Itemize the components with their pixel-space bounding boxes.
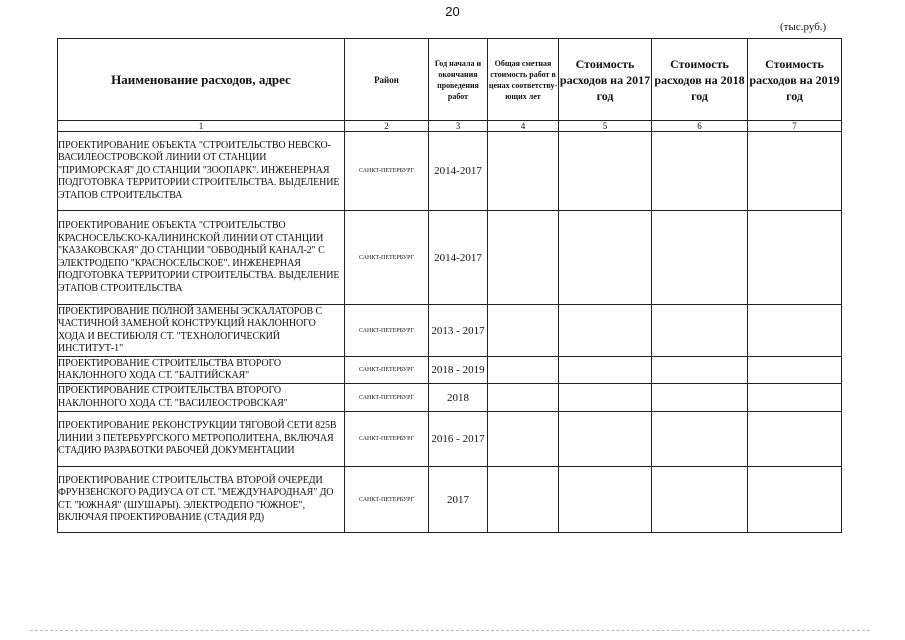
table-row [58, 211, 842, 305]
row-name: ПРОЕКТИРОВАНИЕ РЕКОНСТРУКЦИИ ТЯГОВОЙ СЕТИ 825В ЛИНИИ 3 ПЕТЕРБУРГСКОГО МЕТРОПОЛИТЕНА, ВКЛЮЧАЯ СТАДИЮ РАЗРАБОТКИ РАБОЧЕЙ ДОКУМЕНТАЦИИ [58, 412, 345, 467]
row-estimate [488, 467, 559, 533]
row-name: ПРОЕКТИРОВАНИЕ ПОЛНОЙ ЗАМЕНЫ ЭСКАЛАТОРОВ С ЧАСТИЧНОЙ ЗАМЕНОЙ КОНСТРУКЦИЙ НАКЛОННОГО ХОДА И ВЕСТИБЮЛЯ СТ. "ТЕХНОЛОГИЧЕСКИЙ ИНСТИТУТ-1" [58, 305, 345, 357]
expenses-table [57, 38, 842, 533]
row-name: ПРОЕКТИРОВАНИЕ СТРОИТЕЛЬСТВА ВТОРОГО НАКЛОННОГО ХОДА СТ. "ВАСИЛЕОСТРОВСКАЯ" [58, 384, 345, 412]
row-name: ПРОЕКТИРОВАНИЕ ОБЪЕКТА "СТРОИТЕЛЬСТВО КРАСНОСЕЛЬСКО-КАЛИНИНСКОЙ ЛИНИИ ОТ СТАНЦИИ "КАЗАКОВСКАЯ" ДО СТАНЦИИ "ОБВОДНЫЙ КАНАЛ-2" С ЭЛЕКТРОДЕПО "КРАСНОСЕЛЬСКОЕ". ИНЖЕНЕРНАЯ ПОДГОТОВКА ТЕРРИТОРИИ СТРОИТЕЛЬСТВА. ВЫДЕЛЕНИЕ ЭТАПОВ СТРОИТЕЛЬСТВА [58, 211, 345, 305]
row-cost-2018 [652, 132, 748, 211]
row-region: САНКТ-ПЕТЕРБУРГ [345, 132, 429, 211]
row-cost-2018 [652, 211, 748, 305]
row-region: САНКТ-ПЕТЕРБУРГ [345, 467, 429, 533]
row-cost-2018 [652, 412, 748, 467]
header-cost-2018: Стоимость расходов на 2018 год [652, 39, 748, 121]
units-label: (тыс.руб.) [780, 21, 827, 33]
column-number: 7 [748, 121, 842, 132]
table-row [58, 305, 842, 357]
column-number: 1 [58, 121, 345, 132]
row-estimate [488, 412, 559, 467]
row-years: 2014-2017 [429, 132, 488, 211]
row-cost-2018 [652, 384, 748, 412]
row-cost-2017 [559, 211, 652, 305]
row-years: 2016 - 2017 [429, 412, 488, 467]
header-cost-2019: Стоимость расходов на 2019 год [748, 39, 842, 121]
row-cost-2017 [559, 132, 652, 211]
row-estimate [488, 384, 559, 412]
row-estimate [488, 132, 559, 211]
row-cost-2019 [748, 132, 842, 211]
row-region: САНКТ-ПЕТЕРБУРГ [345, 412, 429, 467]
page-number: 20 [445, 4, 460, 19]
row-cost-2019 [748, 357, 842, 384]
header-estimate: Общая сметная стоимость работ в ценах соответству-ющих лет [488, 39, 559, 121]
table-row [58, 384, 842, 412]
row-years: 2013 - 2017 [429, 305, 488, 357]
row-estimate [488, 357, 559, 384]
row-cost-2019 [748, 467, 842, 533]
row-name: ПРОЕКТИРОВАНИЕ СТРОИТЕЛЬСТВА ВТОРОГО НАКЛОННОГО ХОДА СТ. "БАЛТИЙСКАЯ" [58, 357, 345, 384]
table-row [58, 412, 842, 467]
row-cost-2019 [748, 211, 842, 305]
row-cost-2017 [559, 357, 652, 384]
row-cost-2018 [652, 305, 748, 357]
header-cost-2017: Стоимость расходов на 2017 год [559, 39, 652, 121]
row-cost-2017 [559, 384, 652, 412]
column-number: 4 [488, 121, 559, 132]
column-number: 6 [652, 121, 748, 132]
row-years: 2018 - 2019 [429, 357, 488, 384]
row-cost-2019 [748, 305, 842, 357]
row-cost-2019 [748, 384, 842, 412]
row-estimate [488, 305, 559, 357]
column-number: 2 [345, 121, 429, 132]
row-estimate [488, 211, 559, 305]
table-row [58, 132, 842, 211]
row-cost-2018 [652, 357, 748, 384]
table-row [58, 467, 842, 533]
row-years: 2018 [429, 384, 488, 412]
header-row [58, 39, 842, 121]
column-number: 5 [559, 121, 652, 132]
row-years: 2017 [429, 467, 488, 533]
row-cost-2018 [652, 467, 748, 533]
row-region: САНКТ-ПЕТЕРБУРГ [345, 384, 429, 412]
row-cost-2019 [748, 412, 842, 467]
header-name: Наименование расходов, адрес [58, 39, 345, 121]
row-region: САНКТ-ПЕТЕРБУРГ [345, 211, 429, 305]
scan-footer-line [30, 630, 870, 631]
row-years: 2014-2017 [429, 211, 488, 305]
row-cost-2017 [559, 467, 652, 533]
table-row [58, 357, 842, 384]
row-region: САНКТ-ПЕТЕРБУРГ [345, 357, 429, 384]
row-name: ПРОЕКТИРОВАНИЕ ОБЪЕКТА "СТРОИТЕЛЬСТВО НЕВСКО-ВАСИЛЕОСТРОВСКОЙ ЛИНИИ ОТ СТАНЦИИ "ПРИМОРСКАЯ" ДО СТАНЦИИ "ЗООПАРК". ИНЖЕНЕРНАЯ ПОДГОТОВКА ТЕРРИТОРИИ СТРОИТЕЛЬСТВА. ВЫДЕЛЕНИЕ ЭТАПОВ СТРОИТЕЛЬСТВА [58, 132, 345, 211]
column-number-row [58, 121, 842, 132]
header-region: Район [345, 39, 429, 121]
column-number: 3 [429, 121, 488, 132]
row-region: САНКТ-ПЕТЕРБУРГ [345, 305, 429, 357]
header-years: Год начала и окончания проведения работ [429, 39, 488, 121]
row-cost-2017 [559, 305, 652, 357]
row-cost-2017 [559, 412, 652, 467]
row-name: ПРОЕКТИРОВАНИЕ СТРОИТЕЛЬСТВА ВТОРОЙ ОЧЕРЕДИ ФРУНЗЕНСКОГО РАДИУСА ОТ СТ. "МЕЖДУНАРОДНАЯ" ДО СТ. "ЮЖНАЯ" (ШУШАРЫ). ЭЛЕКТРОДЕПО "ЮЖНОЕ", ВКЛЮЧАЯ ПРОЕКТИРОВАНИЕ (СТАДИЯ РД) [58, 467, 345, 533]
